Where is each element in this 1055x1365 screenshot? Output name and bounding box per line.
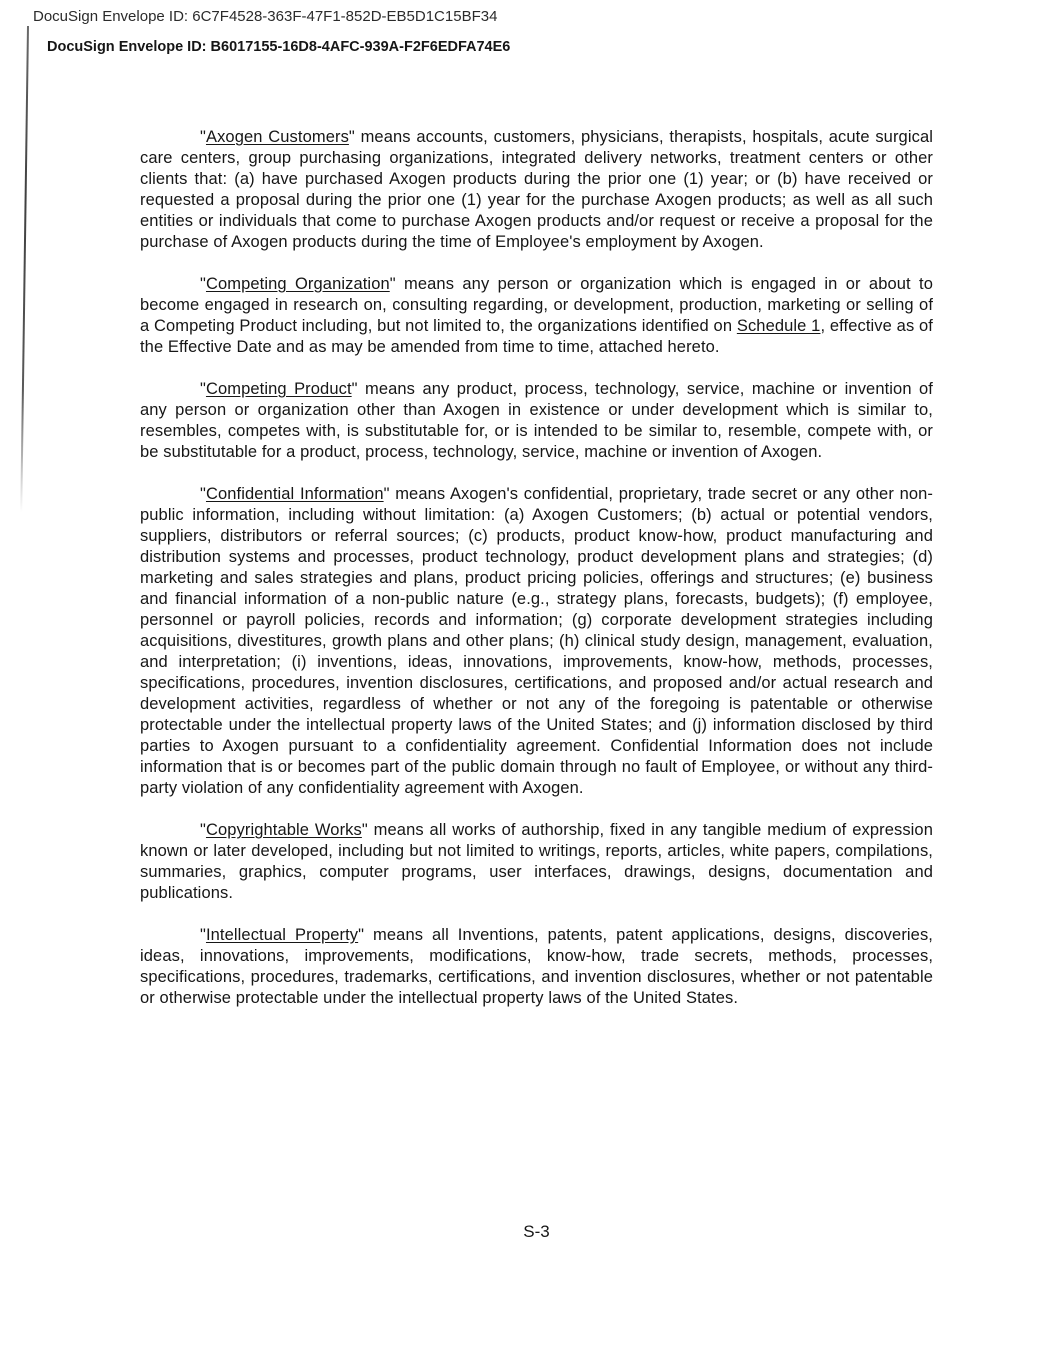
- document-body: [140, 127, 933, 1030]
- scan-artifact-line: [20, 26, 29, 512]
- paragraph-text: " means all Inventions, patents, patent applications, designs, discoveries, ideas, innovations, improvements, modifications, know-how, trade secrets, methods, processes, specifications, procedures, trademarks, certifications, and invention disclosures, whether or not patentable or otherwise protectable under the intellectual property laws of the United States.: [140, 926, 933, 1007]
- docusign-envelope-id-outer: DocuSign Envelope ID: 6C7F4528-363F-47F1-852D-EB5D1C15BF34: [33, 8, 498, 25]
- paragraph-text: " means any person or organization which is engaged in or about to become engaged in research on, consulting regarding, or development, production, marketing or selling of a Competing Product including, but not limited to, the organizations identified on: [140, 275, 933, 335]
- defined-term: Copyrightable Works: [205, 821, 362, 839]
- paragraph: [140, 127, 933, 253]
- paragraph-text: " means Axogen's confidential, proprietary, trade secret or any other non-public information, including without limitation: (a) Axogen Customers; (b) actual or potential vendors, suppliers, distributors or referral sources; (c) products, product know-how, product manufacturing and distribution systems and processes, product technology, product development plans and strategies; (d) marketing and sales strategies and plans, product pricing policies, offerings and structures; (e) business and financial information of a non-public nature (e.g., strategy plans, forecasts, budgets); (f) employee, personnel or payroll policies, records and information; (g) corporate development strategies including acquisitions, divestitures, growth plans and other plans; (h) clinical study design, management, evaluation, and interpretation; (i) inventions, ideas, innovations, improvements, know-how, methods, processes, specifications, procedures, invention disclosures, certifications, and proposed and/or actual research and development activities, regardless of whether or not any of the foregoing is patentable or otherwise protectable under the intellectual property laws of the United States; and (j) information disclosed by third parties to Axogen pursuant to a confidentiality agreement. Confidential Information does not include information that is or becomes part of the public domain through no fault of Employee, or without any third-party violation of any confidentiality agreement with Axogen.: [140, 485, 933, 797]
- defined-term: Axogen Customers: [205, 128, 349, 146]
- defined-term: Intellectual Property: [205, 926, 359, 944]
- paragraph: [140, 379, 933, 463]
- paragraph-text: ": [200, 485, 206, 503]
- paragraph-text: ": [200, 821, 206, 839]
- paragraph: [140, 274, 933, 358]
- defined-term: Competing Product: [205, 380, 352, 398]
- defined-term: Competing Organization: [205, 275, 390, 293]
- paragraph-text: " means any product, process, technology, service, machine or invention of any person or organization other than Axogen in existence or under development which is similar to, resembles, competes with, is substitutable for, or is intended to be similar to, resemble, compete with, or be substitutable for a product, process, technology, service, machine or invention of Axogen.: [140, 380, 933, 461]
- paragraph-text: ": [200, 380, 206, 398]
- page-number: S-3: [523, 1222, 550, 1241]
- paragraph-text: " means all works of authorship, fixed in any tangible medium of expression known or later developed, including but not limited to writings, reports, articles, white papers, compilations, summaries, graphics, computer programs, user interfaces, drawings, designs, documentation and publications.: [140, 821, 933, 902]
- defined-term: Confidential Information: [205, 485, 384, 503]
- docusign-envelope-id-inner: DocuSign Envelope ID: B6017155-16D8-4AFC-939A-F2F6EDFA74E6: [47, 39, 511, 55]
- paragraph-text: , effective as of the Effective Date and as may be amended from time to time, attached hereto.: [140, 317, 933, 356]
- paragraph-text: ": [200, 926, 206, 944]
- paragraph: [140, 820, 933, 904]
- paragraph-text: ": [200, 128, 206, 146]
- paragraph: [140, 925, 933, 1009]
- paragraph-text: " means accounts, customers, physicians, therapists, hospitals, acute surgical care centers, group purchasing organizations, integrated delivery networks, treatment centers or other clients that: (a) have purchased Axogen products during the prior one (1) year; or (b) have received or requested a proposal during the prior one (1) year for the purchase Axogen products; as well as all such entities or individuals that come to purchase Axogen products and/or request or receive a proposal for the purchase of Axogen products during the time of Employee's employment by Axogen.: [140, 128, 933, 251]
- paragraph-text: ": [200, 275, 206, 293]
- defined-term: Schedule 1: [736, 317, 821, 335]
- paragraph: [140, 484, 933, 799]
